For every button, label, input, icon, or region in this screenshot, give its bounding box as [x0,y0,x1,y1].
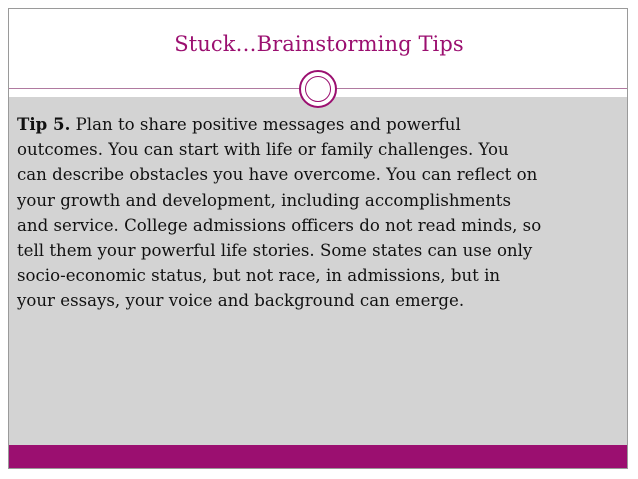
tip-line: outcomes. You can start with life or family challenges. You [17,140,509,160]
tip-line: your growth and development, including accomplishments [17,190,511,210]
slide-title: Stuck…Brainstorming Tips [174,32,464,56]
tip-paragraph [17,112,625,314]
tip-line: and service. College admissions officers do not read minds, so [17,215,542,235]
tip-line: Plan to share positive messages and powerful [75,115,461,134]
tip-line: your essays, your voice and background can emerge. [17,291,465,311]
tip-line: tell them your powerful life stories. Some states can use only [17,241,533,261]
tip-line: can describe obstacles you have overcome. You can reflect on [17,165,538,185]
tip-label: Tip 5. [17,114,71,134]
bottom-accent-bar [9,445,627,468]
divider-circle-inner-ring [305,76,331,102]
divider-circle-ornament [299,70,337,108]
tip-line: socio-economic status, but not race, in admissions, but in [17,266,501,286]
